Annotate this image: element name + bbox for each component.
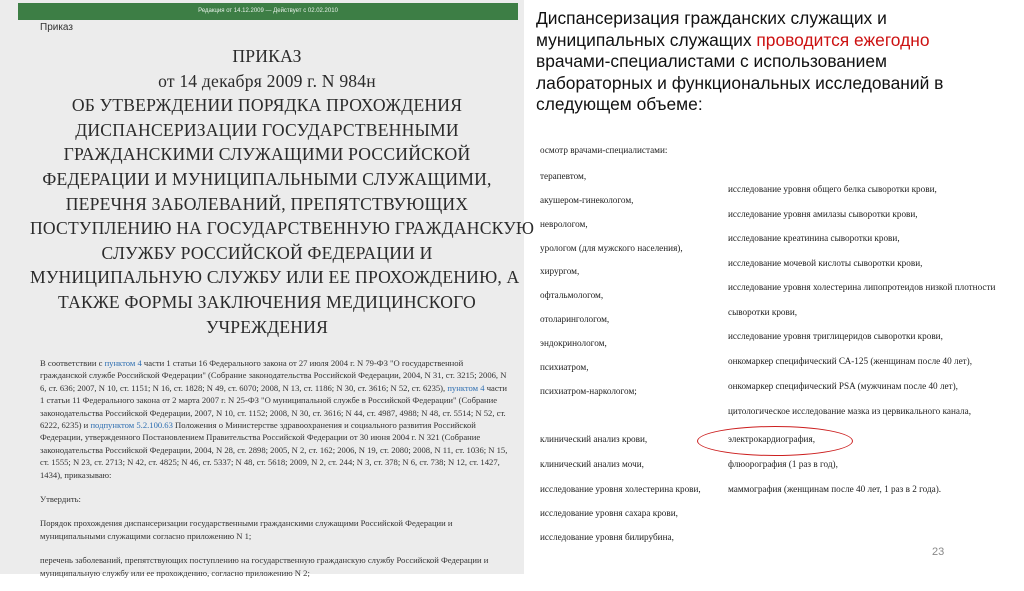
exam-list-item: исследование уровня холестерина липопротеидов низкой плотности xyxy=(728,282,996,292)
exam-list-item: исследование мочевой кислоты сыворотки крови, xyxy=(728,258,923,268)
intro-text: Положения о Министерстве здравоохранения и социального развития Российской Федерации, утвержденного Постановлением Правительства Российской Федерации от 30 июня 2004 г. N 321 (Собрание законодательства Российской Федерации, 2004, N 28, ст. 2898; 2005, N 2, ст. 162; 2006, N 19, ст. 2080; 2008, N 11, ст. 1036; N 15, ст. 1555; N 23, ст. 2713; N 42, ст. 4825; N 46, ст. 5337; N 48, ст. 5618; 2009, N 2, ст. 244; N 3, ст. 378; N 6, ст. 738; N 12, ст. 1427, 1434), приказываю: xyxy=(40,420,508,480)
exam-list-item: сыворотки крови, xyxy=(728,307,798,317)
title-line: от 14 декабря 2009 г. N 984н xyxy=(158,70,376,91)
heading-text: муниципальных служащих xyxy=(536,29,752,50)
title-line: ФЕДЕРАЦИИ И МУНИЦИПАЛЬНЫМИ СЛУЖАЩИМИ, xyxy=(42,168,492,189)
title-line: ГРАЖДАНСКИМИ СЛУЖАЩИМИ РОССИЙСКОЙ xyxy=(63,144,471,165)
approve-item-1: Порядок прохождения диспансеризации государственными гражданскими служащими Российской Федерации и муниципальными служащими согласно приложению N 1; xyxy=(40,518,453,541)
law-link[interactable]: пунктом 4 xyxy=(447,382,485,393)
intro-text: части 1 статьи 11 Федерального закона от 2 марта 2007 г. N 25-ФЗ "О муниципальной службе в Российской Федерации" (Собрание законодательства Российской Федерации, 2007, N 10, ст. 1152; 2008, N 30, ст. 3616; N 44, ст. 4987, 4988; N 48, ст. 5514; N 52, ст. 6222, 6235) и xyxy=(40,382,508,431)
exam-list-item: цитологическое исследование мазка из цервикального канала, xyxy=(728,406,972,416)
exam-list-item: флюорография (1 раз в год), xyxy=(728,459,838,469)
exam-list-item: клинический анализ крови, xyxy=(540,434,648,444)
exam-list-item: терапевтом, xyxy=(540,171,587,181)
ecg-highlight-oval xyxy=(697,426,853,456)
title-line: ПРИКАЗ xyxy=(232,46,302,66)
document-body xyxy=(40,357,510,591)
exam-list-item: клинический анализ мочи, xyxy=(540,459,644,469)
intro-text: В соответствии с xyxy=(40,358,105,368)
title-line: СЛУЖБУ РОССИЙСКОЙ ФЕДЕРАЦИИ И xyxy=(101,242,433,263)
title-line: ПОСТУПЛЕНИЮ НА ГОСУДАРСТВЕННУЮ ГРАЖДАНСКУЮ xyxy=(30,218,535,239)
exam-list-item: офтальмологом, xyxy=(540,290,604,300)
exam-list-item: психиатром-наркологом; xyxy=(540,386,637,396)
heading-line xyxy=(536,30,1006,52)
exam-list-item: исследование уровня сахара крови, xyxy=(540,508,678,518)
exam-list-item: хирургом, xyxy=(540,266,580,276)
document-type-label: Приказ xyxy=(40,22,73,33)
exam-list-item-ecg: электрокардиография, xyxy=(728,434,815,444)
law-link[interactable]: пунктом 4 xyxy=(104,358,142,368)
title-line: ДИСПАНСЕРИЗАЦИИ ГОСУДАРСТВЕННЫМИ xyxy=(75,119,459,140)
law-link[interactable]: подпунктом 5.2.100.63 xyxy=(90,420,173,431)
heading-line: врачами-специалистами с использованием xyxy=(536,51,887,72)
exam-list-item: исследование уровня амилазы сыворотки крови, xyxy=(728,209,918,219)
title-line: ОБ УТВЕРЖДЕНИИ ПОРЯДКА ПРОХОЖДЕНИЯ xyxy=(71,95,463,116)
slide-heading xyxy=(536,8,1006,116)
document-edition-bar: Редакция от 14.12.2009 — Действует с 02.02.2010 xyxy=(18,3,518,20)
page-number: 23 xyxy=(932,546,945,558)
heading-highlight: проводится ежегодно xyxy=(756,29,930,50)
heading-line: лабораторных и функциональных исследований в xyxy=(536,72,944,93)
exam-list-item: онкомаркер специфический PSA (мужчинам после 40 лет), xyxy=(728,381,958,391)
exam-list-item: исследование уровня холестерина крови, xyxy=(540,484,701,494)
title-line: УЧРЕЖДЕНИЯ xyxy=(205,316,329,337)
exam-list-item: урологом (для мужского населения), xyxy=(540,243,683,253)
heading-line: следующем объеме: xyxy=(536,94,703,115)
exam-list-item: эндокринологом, xyxy=(540,338,607,348)
exam-list-item: отоларингологом, xyxy=(540,314,610,324)
exam-list-item: исследование уровня триглицеридов сыворотки крови, xyxy=(728,331,943,341)
exam-list-item: исследование уровня общего белка сыворотки крови, xyxy=(728,184,937,194)
title-line: ПЕРЕЧНЯ ЗАБОЛЕВАНИЙ, ПРЕПЯТСТВУЮЩИХ xyxy=(65,193,469,214)
exam-list-item: маммография (женщинам после 40 лет, 1 раз в 2 года). xyxy=(728,484,942,494)
exam-list-item: осмотр врачами-специалистами: xyxy=(540,145,668,155)
exam-list-item: онкомаркер специфический СА-125 (женщинам после 40 лет), xyxy=(728,356,973,366)
title-line: МУНИЦИПАЛЬНУЮ СЛУЖБУ ИЛИ ЕЕ ПРОХОЖДЕНИЮ, А xyxy=(30,267,520,288)
title-line: ТАКЖЕ ФОРМЫ ЗАКЛЮЧЕНИЯ МЕДИЦИНСКОГО xyxy=(58,291,476,312)
document-title xyxy=(30,44,535,339)
approve-item-2: перечень заболеваний, препятствующих поступлению на государственную гражданскую службу Российской Федерации и муниципальную службу или ее прохождению, согласно приложению N 2; xyxy=(40,555,489,578)
intro-paragraph xyxy=(40,357,510,481)
exam-list-item: исследование уровня билирубина, xyxy=(540,532,674,542)
exam-list-item: акушером-гинекологом, xyxy=(540,195,634,205)
exam-list-item: психиатром, xyxy=(540,362,589,372)
intro-text: части 1 статьи 16 Федерального закона от 27 июля 2004 г. N 79-ФЗ "О государственной гражданской службе Российской Федерации" (Собрание законодательства Российской Федерации, 2004, N 31, ст. 3215; 2006, N 6, ст. 636; 2007, N 10, ст. 1151; N 16, ст. 1828; N 49, ст. 6070; 2008, N 13, ст. 1186; N 30, ст. 3616; N 52, ст. 6235), xyxy=(40,358,507,393)
exam-list-item: исследование креатинина сыворотки крови, xyxy=(728,233,900,243)
approve-label: Утвердить: xyxy=(40,494,81,505)
exam-list-item: неврологом, xyxy=(540,219,588,229)
heading-line: Диспансеризация гражданских служащих и xyxy=(536,8,887,28)
